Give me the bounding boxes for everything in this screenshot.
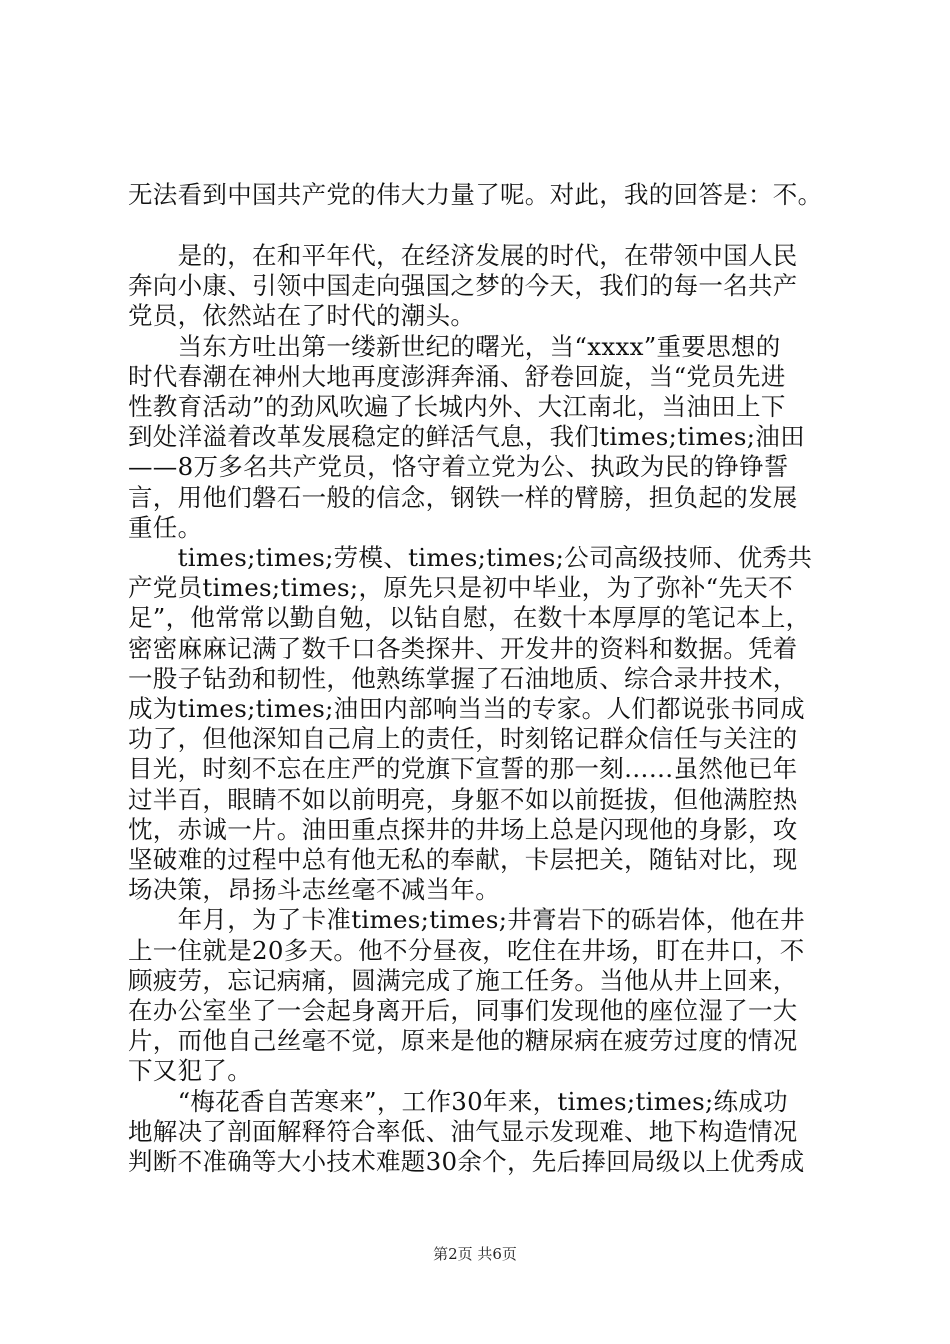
text-line: ——8万多名共产党员，恪守着立党为公、执政为民的铮铮誓: [128, 452, 789, 482]
text-line: 时代春潮在神州大地再度澎湃奔涌、舒卷回旋，当“党员先进: [128, 361, 786, 391]
text-line: 当东方吐出第一缕新世纪的曙光，当“xxxx”重要思想的: [128, 331, 781, 361]
page-footer: 第2页 共6页: [433, 1245, 517, 1263]
text-line: 党员，依然站在了时代的潮头。: [128, 301, 476, 331]
text-line: 片，而他自己丝毫不觉，原来是他的糖尿病在疲劳过度的情况: [128, 1026, 798, 1056]
text-line: 成为times;times;油田内部响当当的专家。人们都说张书同成: [128, 694, 805, 723]
text-line: 一股子钻劲和韧性，他熟练掌握了石油地质、综合录井技术，: [128, 663, 798, 693]
text-line: 目光，时刻不忘在庄严的党旗下宣誓的那一刻……虽然他已年: [128, 754, 798, 784]
text-line: 重任。: [128, 512, 203, 542]
text-line: 到处洋溢着改革发展稳定的鲜活气息，我们times;times;油田: [128, 422, 805, 452]
text-line: 产党员times;times;，原先只是初中毕业，为了弥补“先天不: [128, 573, 793, 603]
text-line: 判断不准确等大小技术难题30余个，先后捧回局级以上优秀成: [128, 1147, 805, 1176]
text-line: 过半百，眼睛不如以前明亮，身躯不如以前挺拔，但他满腔热: [128, 784, 798, 814]
text-line: “梅花香自苦寒来”，工作30年来，times;times;练成功: [128, 1086, 788, 1116]
text-line: 足”，他常常以勤自勉，以钻自慰，在数十本厚厚的笔记本上，: [128, 603, 811, 633]
text-line: 密密麻麻记满了数千口各类探井、开发井的资料和数据。凭着: [128, 633, 798, 663]
text-line: times;times;劳模、times;times;公司高级技师、优秀共: [128, 543, 813, 572]
text-line: 地解决了剖面解释符合率低、油气显示发现难、地下构造情况: [128, 1116, 798, 1146]
text-line: 忱，赤诚一片。油田重点探井的井场上总是闪现他的身影，攻: [128, 814, 798, 844]
text-line: 下又犯了。: [128, 1056, 252, 1086]
text-line: 顾疲劳，忘记病痛，圆满完成了施工任务。当他从井上回来，: [128, 965, 798, 995]
text-line: 坚破难的过程中总有他无私的奉献，卡层把关，随钻对比，现: [128, 845, 798, 874]
text-line: 年月，为了卡准times;times;井膏岩下的砾岩体，他在井: [128, 905, 805, 935]
text-line: 无法看到中国共产党的伟大力量了呢。对此，我的回答是：不。: [128, 180, 823, 209]
text-line: 奔向小康、引领中国走向强国之梦的今天，我们的每一名共产: [128, 271, 798, 301]
text-line: 上一住就是20多天。他不分昼夜，吃住在井场，盯在井口，不: [128, 935, 805, 965]
text-line: 言，用他们磐石一般的信念，钢铁一样的臂膀，担负起的发展: [128, 482, 798, 512]
text-line: 在办公室坐了一会起身离开后，同事们发现他的座位湿了一大: [128, 996, 798, 1025]
text-line: 是的，在和平年代，在经济发展的时代，在带领中国人民: [128, 241, 798, 270]
text-line: 场决策，昂扬斗志丝毫不减当年。: [128, 875, 500, 905]
text-line: 性教育活动”的劲风吹遍了长城内外、大江南北，当油田上下: [128, 392, 786, 421]
text-line: 功了，但他深知自己肩上的责任，时刻铭记群众信任与关注的: [128, 724, 798, 754]
